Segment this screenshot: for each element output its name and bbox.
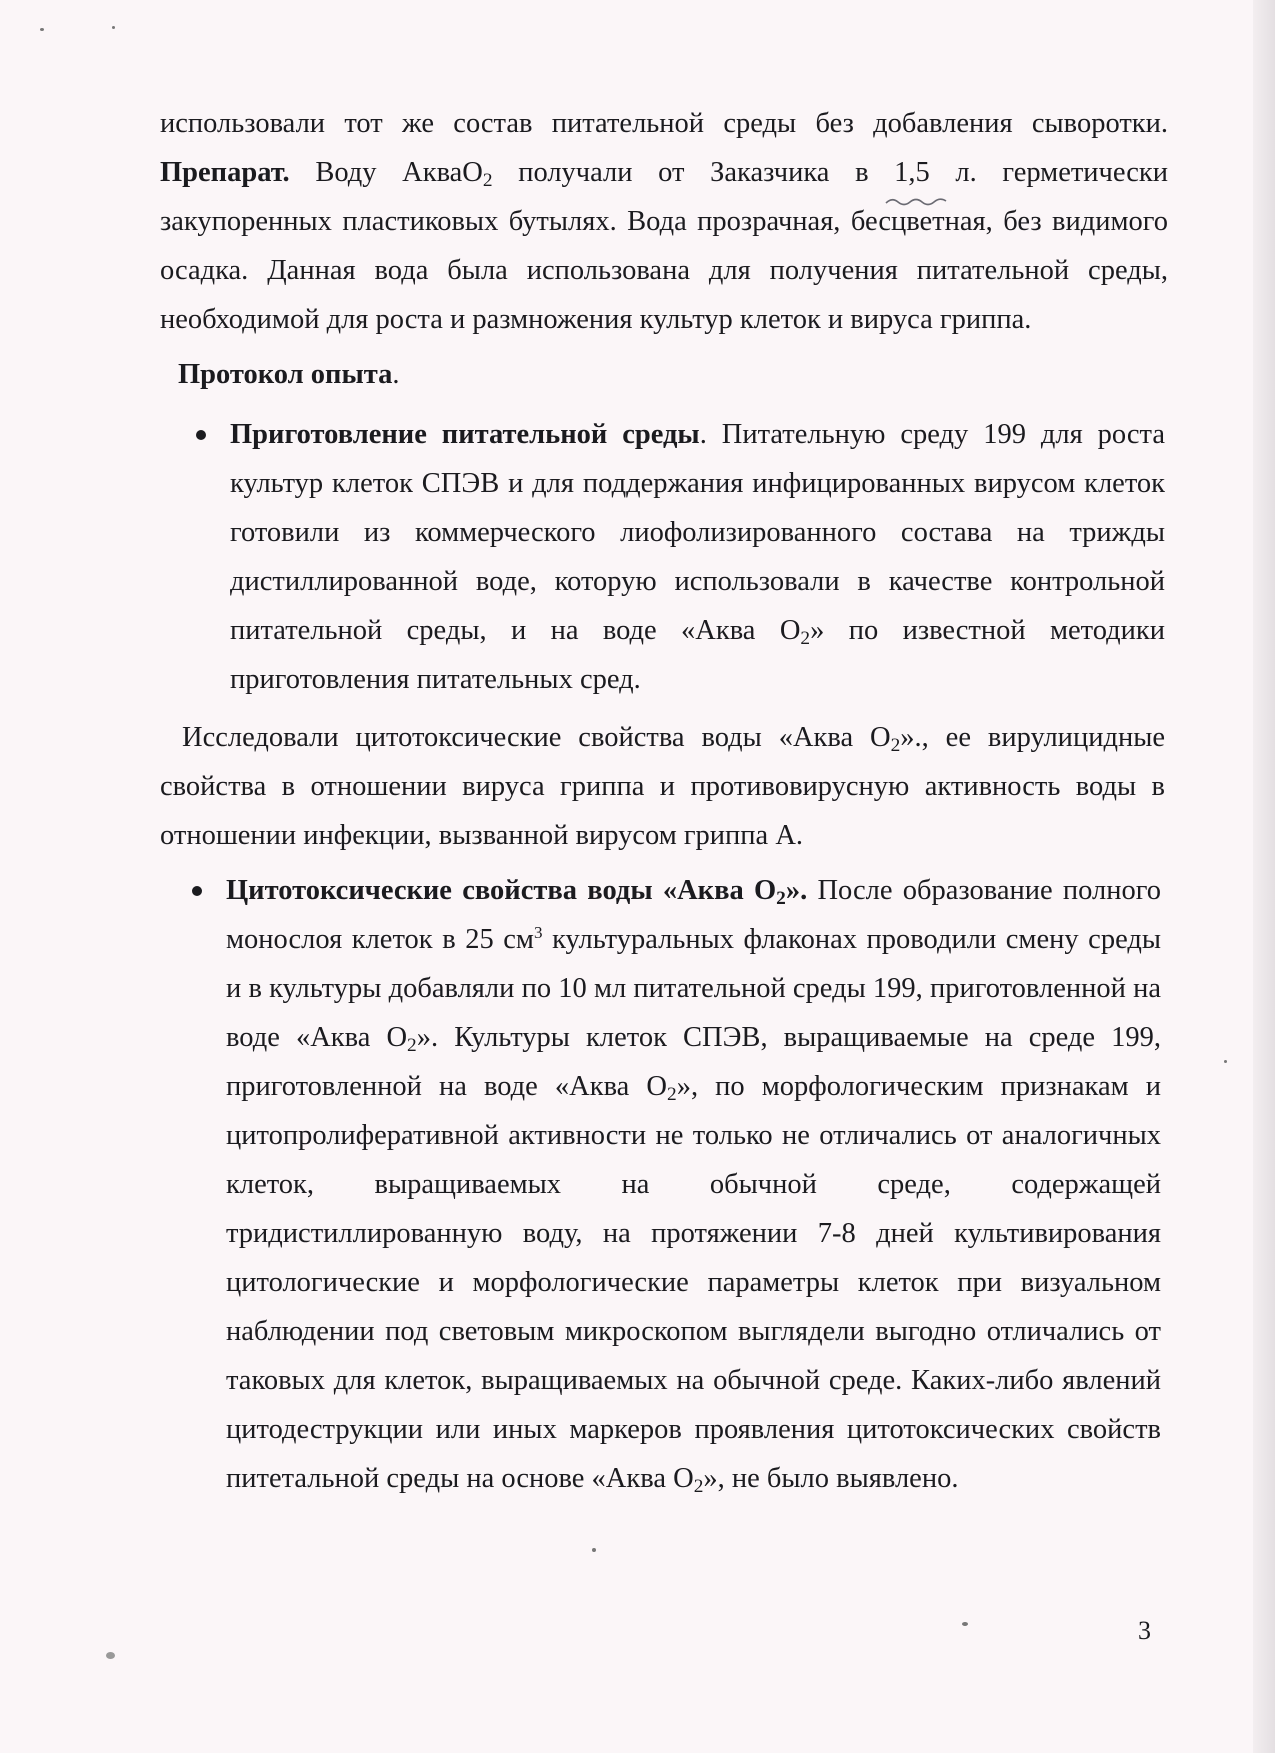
paragraph-text: получали от Заказчика в 1,5 л. герметически закупоренных пластиковых бутылях. Вода прозрачная, бесцветная, без видимого осадка. Данная вода была использована для получения питательной среды, необходимой для роста и размножения культур клеток и вируса гриппа. bbox=[160, 157, 1168, 335]
paragraph-text: », по морфологическим признакам и цитопролиферативной активности не только не отличались от аналогичных клеток, выращиваемых на обычной среде, содержащей тридистиллированную воду, на протяжении 7-8 дней культивирования цитологические и морфологические параметры клеток при визуальном наблюдении под световым микроскопом выглядели выгодно отличались от таковых для клеток, выращиваемых на обычной среде. Каких-либо явлений цитодеструкции или иных маркеров проявления цитотоксических свойств питетальной среды на основе «Аква O bbox=[226, 1071, 1161, 1494]
scan-speck bbox=[112, 26, 115, 29]
cytotoxic-properties-label bbox=[226, 875, 808, 909]
bullet-cytotoxic-properties bbox=[226, 866, 1161, 1503]
paragraph-text: Воду АкваO bbox=[289, 157, 483, 188]
scan-speck bbox=[962, 1622, 968, 1626]
protocol-heading-label: Протокол опыта bbox=[178, 359, 393, 390]
paragraph-text: »., ее вирулицидные свойства в отношении вируса гриппа и противовирусную активность воды в отношении инфекции, вызванной вирусом гриппа А. bbox=[160, 722, 1165, 851]
protocol-heading bbox=[178, 350, 399, 399]
paragraph-text: ». Культуры клеток СПЭВ, выращиваемые на среде 199, приготовленной на воде «Аква O bbox=[226, 1022, 1161, 1102]
subscript: 2 bbox=[667, 1083, 677, 1105]
subscript: 2 bbox=[693, 1475, 704, 1497]
preparation-label: Препарат. bbox=[160, 157, 290, 188]
paragraph-text: » по известной методики приготовления питательных сред. bbox=[230, 615, 1165, 695]
page-number: 3 bbox=[1138, 1616, 1151, 1645]
superscript: 3 bbox=[533, 922, 543, 942]
bullet-dot bbox=[192, 886, 202, 896]
scan-speck bbox=[1224, 1060, 1227, 1063]
paragraph-text: Исследовали цитотоксические свойства воды «Аква O bbox=[182, 722, 891, 753]
medium-preparation-label: Приготовление питательной среды bbox=[230, 419, 700, 450]
scan-speck bbox=[592, 1548, 596, 1552]
label-text: ». bbox=[785, 875, 808, 906]
subscript: 2 bbox=[482, 169, 493, 191]
scan-edge-shadow bbox=[1253, 0, 1275, 1753]
paragraph-text: культуральных флаконах проводили смену среды и в культуры добавляли по 10 мл питательной среды 199, приготовленной на воде «Аква O bbox=[226, 924, 1161, 1053]
label-text: Цитотоксические свойства воды «Аква O bbox=[226, 875, 777, 906]
paragraph-preparation bbox=[160, 99, 1168, 344]
bullet-medium-preparation bbox=[230, 410, 1165, 704]
scan-speck bbox=[40, 28, 44, 31]
handwritten-squiggle-mark bbox=[884, 195, 950, 207]
protocol-heading-dot: . bbox=[392, 359, 400, 390]
subscript: 2 bbox=[890, 734, 901, 756]
paragraph-text: », не было выявлено. bbox=[703, 1463, 959, 1494]
bullet-dot bbox=[196, 430, 206, 440]
paragraph-research-summary bbox=[160, 713, 1165, 860]
subscript: 2 bbox=[776, 887, 786, 909]
paragraph-text: После образование полного монослоя клеток в 25 см bbox=[226, 875, 1161, 955]
paragraph-text: . Питательную среду 199 для роста культур клеток СПЭВ и для поддержания инфицированных вирусом клеток готовили из коммерческого лиофолизированного состава на трижды дистиллированной воде, которую использовали в качестве контрольной питательной среды, и на воде «Аква O bbox=[230, 419, 1165, 646]
subscript: 2 bbox=[407, 1034, 417, 1056]
paragraph-lead-text: использовали тот же состав питательной среды без добавления сыворотки. bbox=[160, 108, 1168, 139]
scan-speck bbox=[106, 1652, 115, 1659]
subscript: 2 bbox=[800, 627, 811, 649]
